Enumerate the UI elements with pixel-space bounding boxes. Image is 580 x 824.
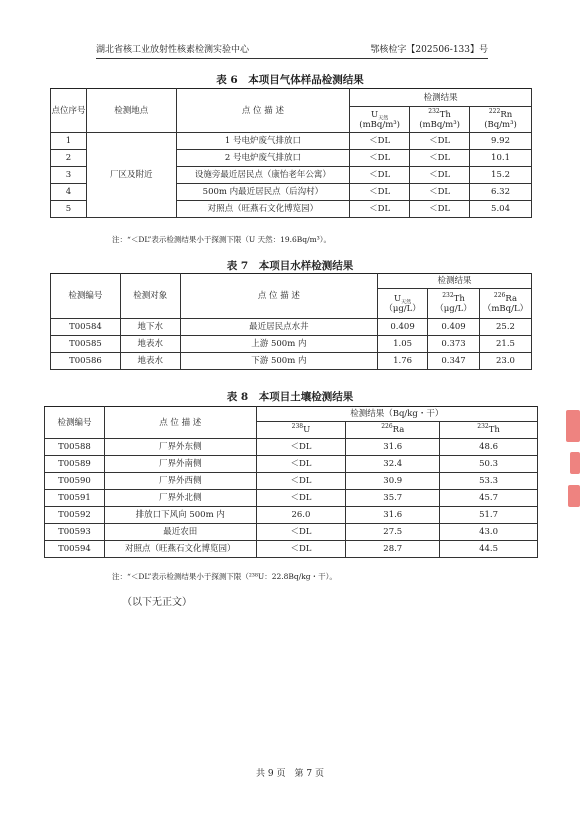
table6-col-u: $U_{天然}$ (mBq/m³)	[350, 107, 410, 133]
table6-site: 厂区及附近	[86, 133, 176, 218]
table-row: T00588 厂界外东侧 ＜DL 31.6 48.6	[45, 439, 538, 456]
table6-note: 注：“＜DL”表示检测结果小于探测下限（U 天然：19.6Bq/m³）。	[112, 235, 331, 244]
table-row: T00585 地表水 上游 500m 内 1.05 0.373 21.5	[51, 336, 532, 353]
table-row: T00593 最近农田 ＜DL 27.5 43.0	[45, 524, 538, 541]
end-of-text: （以下无正文）	[122, 597, 192, 608]
table8-title: 表 8 本项目土壤检测结果	[226, 391, 354, 403]
table8-header-id: 检测编号	[45, 407, 105, 439]
table-row: T00590 厂界外西侧 ＜DL 30.9 53.3	[45, 473, 538, 490]
table-row: T00594 对照点（旺燕石文化博览园） ＜DL 28.7 44.5	[45, 541, 538, 558]
table7-header-obj: 检测对象	[120, 274, 180, 319]
lab-name: 湖北省核工业放射性核素检测实验中心	[96, 45, 250, 55]
table8-col-ra: $^{226}$Ra	[346, 422, 440, 439]
table7-col-ra: $^{226}$Ra （mBq/L）	[479, 289, 531, 319]
table8-col-u: $^{238}$U	[256, 422, 346, 439]
report-number: 鄂核检字【202506-133】号	[370, 45, 488, 55]
table6-header-no: 点位序号	[51, 89, 87, 133]
table-row: 1 厂区及附近 1 号电炉废气排放口 ＜DL ＜DL 9.92	[51, 133, 532, 150]
table6	[50, 88, 532, 218]
seal-stamp-fragment	[568, 485, 580, 507]
table-row: 2 2 号电炉废气排放口 ＜DL ＜DL 10.1	[51, 150, 532, 167]
page-header	[96, 40, 488, 59]
table-row: 3 设施旁最近居民点（康怡老年公寓） ＜DL ＜DL 15.2	[51, 167, 532, 184]
table-row: T00592 排放口下风向 500m 内 26.0 31.6 51.7	[45, 507, 538, 524]
table-row: T00589 厂界外南侧 ＜DL 32.4 50.3	[45, 456, 538, 473]
table6-col-th: $^{232}$Th (mBq/m³)	[410, 107, 470, 133]
table-row: 4 500m 内最近居民点（后沟村） ＜DL ＜DL 6.32	[51, 184, 532, 201]
table8-note: 注：“＜DL”表示检测结果小于探测下限（²³⁸U：22.8Bq/kg・干）。	[112, 572, 337, 581]
table7-header-result: 检测结果	[378, 274, 532, 289]
page-footer: 共 9 页 第 7 页	[256, 769, 324, 779]
table8-col-th: $^{232}$Th	[440, 422, 538, 439]
table7-title: 表 7 本项目水样检测结果	[226, 260, 354, 272]
table7-header-desc: 点 位 描 述	[180, 274, 377, 319]
table6-col-rn: $^{222}$Rn (Bq/m³)	[470, 107, 532, 133]
table6-header-desc: 点 位 描 述	[176, 89, 350, 133]
table-row: T00586 地表水 下游 500m 内 1.76 0.347 23.0	[51, 353, 532, 370]
table8-header-desc: 点 位 描 述	[104, 407, 256, 439]
table6-header-site: 检测地点	[86, 89, 176, 133]
table7-col-u: $U_{天然}$ （μg/L）	[378, 289, 428, 319]
table7	[50, 273, 532, 370]
table6-title: 表 6 本项目气体样品检测结果	[216, 74, 364, 86]
table6-header-result: 检测结果	[350, 89, 532, 107]
table-row: 5 对照点（旺燕石文化博览园） ＜DL ＜DL 5.04	[51, 201, 532, 218]
table8-header-result: 检测结果（Bq/kg・干）	[256, 407, 537, 422]
seal-stamp-fragment	[570, 452, 580, 474]
table7-col-th: $^{232}$Th （μg/L）	[428, 289, 480, 319]
seal-stamp-fragment	[566, 410, 580, 442]
table-row: T00584 地下水 最近居民点水井 0.409 0.409 25.2	[51, 319, 532, 336]
table-row: T00591 厂界外北侧 ＜DL 35.7 45.7	[45, 490, 538, 507]
table8	[44, 406, 538, 558]
table7-header-id: 检测编号	[51, 274, 121, 319]
